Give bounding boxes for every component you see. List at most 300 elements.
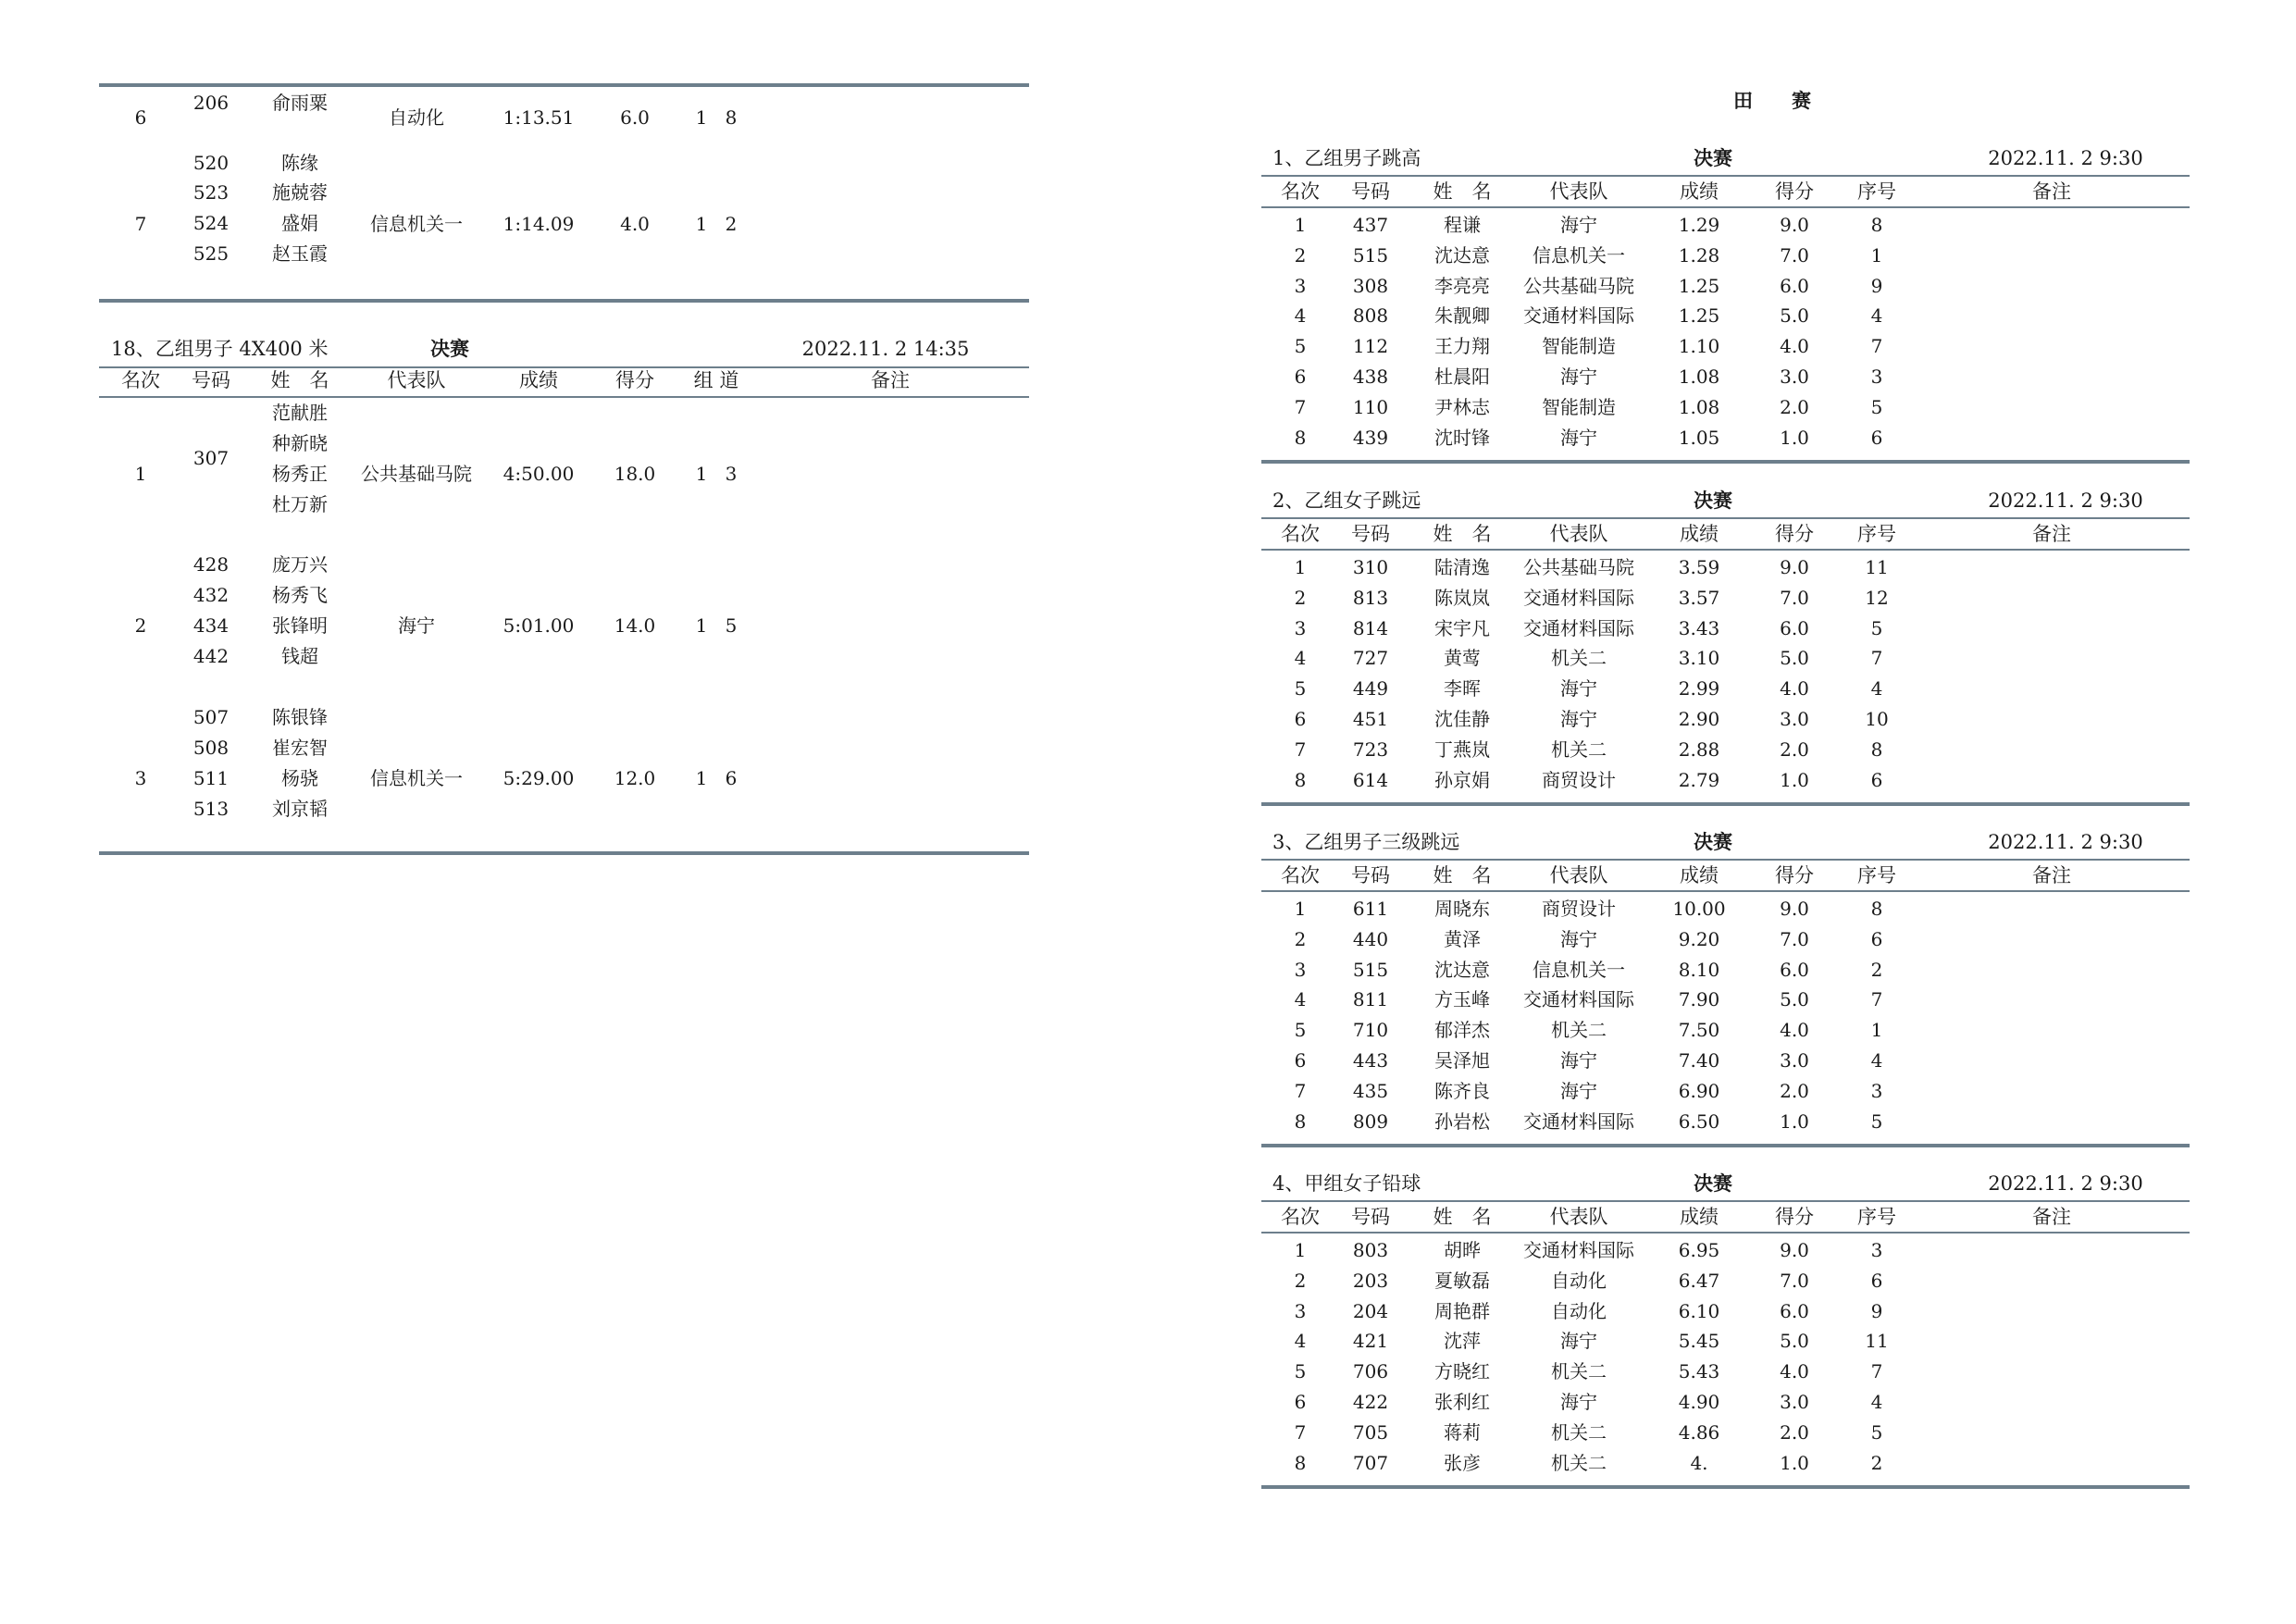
athlete-name: 杜万新 [272, 493, 328, 515]
column-header: 成绩 [1680, 1206, 1719, 1228]
group-cell: 1 [695, 767, 708, 789]
athlete-name: 孙岩松 [1434, 1110, 1490, 1133]
athlete-name: 种新晓 [272, 432, 328, 454]
team-cell: 海宁 [1560, 1049, 1597, 1072]
order-cell: 8 [1870, 738, 1883, 761]
score-cell: 2.0 [1780, 1420, 1809, 1444]
score-cell: 12.0 [614, 767, 656, 789]
athlete-name: 杜晨阳 [1434, 366, 1490, 388]
athlete-number: 112 [1352, 335, 1389, 358]
lane-cell: 2 [725, 213, 738, 235]
column-header: 名次 [121, 369, 160, 391]
team-cell: 信息机关一 [1533, 243, 1625, 267]
order-cell: 4 [1870, 304, 1883, 328]
score-cell: 1.0 [1780, 1451, 1809, 1474]
score-cell: 3.0 [1780, 1391, 1809, 1413]
rank-cell: 8 [1294, 768, 1307, 791]
athlete-name: 方玉峰 [1434, 988, 1490, 1011]
score-cell: 7.0 [1780, 927, 1809, 950]
order-cell: 7 [1870, 1360, 1883, 1383]
team-cell: 机关二 [1551, 1451, 1607, 1474]
result-cell: 1.08 [1678, 395, 1720, 418]
order-cell: 11 [1865, 556, 1889, 578]
result-cell: 9.20 [1678, 927, 1720, 950]
column-header: 代表队 [1549, 180, 1608, 203]
result-cell: 1:13.51 [503, 106, 575, 129]
score-cell: 2.0 [1780, 395, 1809, 418]
athlete-number: 814 [1352, 616, 1389, 639]
athlete-number: 442 [192, 645, 230, 667]
team-cell: 智能制造 [1542, 395, 1616, 418]
athlete-number: 515 [1352, 958, 1389, 981]
column-header: 得分 [1775, 523, 1814, 545]
order-cell: 3 [1870, 1079, 1883, 1102]
result-cell: 3.10 [1678, 647, 1720, 670]
athlete-name: 蒋莉 [1444, 1420, 1481, 1444]
athlete-name: 丁燕岚 [1434, 738, 1490, 761]
order-cell: 8 [1870, 898, 1883, 920]
score-cell: 5.0 [1780, 988, 1809, 1011]
score-cell: 9.0 [1780, 556, 1809, 578]
event-datetime: 2022.11. 2 9:30 [1988, 831, 2143, 853]
order-cell: 3 [1870, 1239, 1883, 1261]
rank-cell: 3 [1294, 274, 1307, 297]
score-cell: 3.0 [1780, 366, 1809, 388]
athlete-name: 李亮亮 [1434, 274, 1490, 297]
result-cell: 6.47 [1678, 1269, 1720, 1292]
rank-cell: 1 [1294, 1239, 1307, 1261]
header-rule-top [1261, 859, 2190, 861]
athlete-number: 434 [192, 614, 230, 637]
team-cell: 公共基础马院 [361, 463, 472, 485]
athlete-number: 813 [1352, 586, 1389, 609]
team-cell: 机关二 [1551, 738, 1607, 761]
rank-cell: 2 [1294, 1269, 1307, 1292]
athlete-name: 宋宇凡 [1434, 616, 1490, 639]
header-rule-bottom [1261, 1232, 2190, 1233]
score-cell: 2.0 [1780, 738, 1809, 761]
result-cell: 3.59 [1678, 556, 1720, 578]
team-cell: 交通材料国际 [1523, 616, 1634, 639]
athlete-number: 439 [1352, 426, 1389, 449]
rank-cell: 8 [1294, 426, 1307, 449]
athlete-number: 808 [1352, 304, 1389, 328]
score-cell: 4.0 [1780, 1019, 1809, 1042]
header-rule-top [99, 366, 1029, 368]
column-header: 备注 [871, 369, 910, 391]
athlete-number: 310 [1352, 556, 1389, 578]
order-cell: 5 [1870, 1420, 1883, 1444]
section-rule-top [99, 83, 1029, 87]
team-cell: 海宁 [398, 614, 435, 637]
order-cell: 4 [1870, 1391, 1883, 1413]
score-cell: 6.0 [620, 106, 650, 129]
rank-cell: 3 [1294, 958, 1307, 981]
order-cell: 6 [1870, 426, 1883, 449]
score-cell: 6.0 [1780, 274, 1809, 297]
section-rule-bottom [99, 851, 1029, 855]
column-header: 号码 [1351, 180, 1390, 203]
result-cell: 1.25 [1678, 304, 1720, 328]
rank-cell: 6 [1294, 1391, 1307, 1413]
athlete-number: 443 [1352, 1049, 1389, 1072]
column-header: 得分 [1775, 1206, 1814, 1228]
athlete-name: 沈时锋 [1434, 426, 1490, 449]
rank-cell: 7 [134, 213, 147, 235]
event-title: 18、乙组男子 4X400 米 [111, 338, 329, 360]
athlete-number: 508 [192, 737, 230, 759]
column-header: 姓 名 [1433, 864, 1492, 886]
column-header: 代表队 [387, 369, 446, 391]
column-header: 得分 [1775, 180, 1814, 203]
team-cell: 海宁 [1560, 927, 1597, 950]
column-header: 姓 名 [1433, 180, 1492, 203]
rank-cell: 2 [1294, 927, 1307, 950]
team-cell: 商贸设计 [1542, 898, 1616, 920]
athlete-name: 张锋明 [272, 614, 328, 637]
rank-cell: 5 [1294, 1360, 1307, 1383]
athlete-name: 施兢蓉 [272, 181, 328, 204]
score-cell: 3.0 [1780, 708, 1809, 730]
section-rule-bottom [1261, 1144, 2190, 1147]
team-cell: 海宁 [1560, 677, 1597, 700]
rank-cell: 7 [1294, 395, 1307, 418]
lane-cell: 3 [725, 463, 738, 485]
score-cell: 7.0 [1780, 243, 1809, 267]
score-cell: 6.0 [1780, 1299, 1809, 1322]
athlete-number: 421 [1352, 1330, 1389, 1353]
athlete-name: 陈齐良 [1434, 1079, 1490, 1102]
header-rule-top [1261, 1200, 2190, 1202]
result-cell: 7.40 [1678, 1049, 1720, 1072]
athlete-name: 李晖 [1444, 677, 1481, 700]
athlete-number: 507 [192, 706, 230, 728]
athlete-name: 周艳群 [1434, 1299, 1490, 1322]
result-cell: 3.43 [1678, 616, 1720, 639]
group-cell: 1 [695, 106, 708, 129]
team-cell: 智能制造 [1542, 335, 1616, 358]
column-header: 姓 名 [1433, 523, 1492, 545]
athlete-name: 刘京韬 [272, 798, 328, 820]
team-cell: 机关二 [1551, 1019, 1607, 1042]
athlete-number: 515 [1352, 243, 1389, 267]
athlete-number: 723 [1352, 738, 1389, 761]
athlete-number: 524 [192, 212, 230, 234]
order-cell: 4 [1870, 677, 1883, 700]
result-cell: 1.25 [1678, 274, 1720, 297]
athlete-name: 张利红 [1434, 1391, 1490, 1413]
order-cell: 12 [1865, 586, 1889, 609]
rank-cell: 2 [1294, 243, 1307, 267]
athlete-name: 陆清逸 [1434, 556, 1490, 578]
column-header: 得分 [615, 369, 654, 391]
team-cell: 自动化 [1551, 1269, 1607, 1292]
result-cell: 4. [1690, 1451, 1708, 1474]
athlete-name: 郁洋杰 [1434, 1019, 1490, 1042]
athlete-number: 438 [1352, 366, 1389, 388]
rank-cell: 5 [1294, 1019, 1307, 1042]
order-cell: 9 [1870, 1299, 1883, 1322]
header-rule-top [1261, 517, 2190, 519]
athlete-number: 523 [192, 181, 230, 204]
event-title: 3、乙组男子三级跳远 [1272, 831, 1460, 853]
athlete-name: 陈缘 [281, 152, 318, 174]
column-header: 代表队 [1549, 523, 1608, 545]
athlete-number: 307 [192, 447, 230, 469]
result-cell: 1.29 [1678, 214, 1720, 236]
section-title: 田 赛 [1733, 89, 1811, 112]
score-cell: 5.0 [1780, 647, 1809, 670]
team-cell: 海宁 [1560, 1391, 1597, 1413]
section-rule-bottom [1261, 1485, 2190, 1489]
athlete-number: 432 [192, 584, 230, 606]
score-cell: 9.0 [1780, 214, 1809, 236]
order-cell: 2 [1870, 958, 1883, 981]
rank-cell: 6 [1294, 708, 1307, 730]
score-cell: 4.0 [620, 213, 650, 235]
score-cell: 5.0 [1780, 304, 1809, 328]
event-round: 决赛 [1694, 1172, 1732, 1195]
result-cell: 6.10 [1678, 1299, 1720, 1322]
header-rule-bottom [99, 396, 1029, 398]
athlete-number: 513 [192, 798, 230, 820]
athlete-name: 沈佳静 [1434, 708, 1490, 730]
athlete-number: 110 [1352, 395, 1389, 418]
team-cell: 海宁 [1560, 214, 1597, 236]
athlete-name: 赵玉霞 [272, 242, 328, 265]
rank-cell: 6 [1294, 366, 1307, 388]
athlete-name: 庞万兴 [272, 553, 328, 576]
order-cell: 6 [1870, 768, 1883, 791]
rank-cell: 3 [1294, 616, 1307, 639]
event-datetime: 2022.11. 2 9:30 [1988, 147, 2143, 169]
score-cell: 3.0 [1780, 1049, 1809, 1072]
team-cell: 交通材料国际 [1523, 304, 1634, 328]
order-cell: 1 [1870, 1019, 1883, 1042]
column-header: 号码 [192, 369, 230, 391]
result-cell: 1:14.09 [503, 213, 575, 235]
athlete-number: 710 [1352, 1019, 1389, 1042]
header-rule-bottom [1261, 549, 2190, 551]
athlete-name: 黄泽 [1444, 927, 1481, 950]
column-header: 成绩 [519, 369, 558, 391]
event-datetime: 2022.11. 2 9:30 [1988, 1172, 2143, 1195]
column-header: 序号 [1857, 864, 1896, 886]
team-cell: 海宁 [1560, 426, 1597, 449]
athlete-name: 张彦 [1444, 1451, 1481, 1474]
event-title: 4、甲组女子铅球 [1272, 1172, 1421, 1195]
athlete-name: 夏敏磊 [1434, 1269, 1490, 1292]
column-header: 号码 [1351, 1206, 1390, 1228]
score-cell: 1.0 [1780, 426, 1809, 449]
athlete-name: 崔宏智 [272, 737, 328, 759]
order-cell: 9 [1870, 274, 1883, 297]
event-round: 决赛 [1694, 830, 1732, 853]
score-cell: 7.0 [1780, 1269, 1809, 1292]
rank-cell: 4 [1294, 647, 1307, 670]
column-header: 序号 [1857, 1206, 1896, 1228]
result-cell: 7.90 [1678, 988, 1720, 1011]
column-header: 号码 [1351, 864, 1390, 886]
rank-cell: 5 [1294, 677, 1307, 700]
result-cell: 1.08 [1678, 366, 1720, 388]
athlete-name: 王力翔 [1434, 335, 1490, 358]
rank-cell: 1 [1294, 556, 1307, 578]
athlete-number: 308 [1352, 274, 1389, 297]
result-cell: 6.95 [1678, 1239, 1720, 1261]
score-cell: 4.0 [1780, 677, 1809, 700]
result-cell: 4.90 [1678, 1391, 1720, 1413]
column-header: 名次 [1281, 180, 1320, 203]
order-cell: 1 [1870, 243, 1883, 267]
event-title: 2、乙组女子跳远 [1272, 490, 1421, 512]
result-cell: 5:01.00 [503, 614, 575, 637]
column-header: 名次 [1281, 864, 1320, 886]
result-cell: 2.90 [1678, 708, 1720, 730]
column-header: 成绩 [1680, 523, 1719, 545]
athlete-number: 440 [1352, 927, 1389, 950]
athlete-name: 胡晔 [1444, 1239, 1481, 1261]
header-rule-bottom [1261, 890, 2190, 892]
order-cell: 3 [1870, 366, 1883, 388]
result-cell: 6.90 [1678, 1079, 1720, 1102]
athlete-number: 611 [1352, 898, 1389, 920]
result-cell: 3.57 [1678, 586, 1720, 609]
athlete-number: 809 [1352, 1110, 1389, 1133]
result-cell: 2.79 [1678, 768, 1720, 791]
event-datetime: 2022.11. 2 14:35 [801, 338, 970, 360]
athlete-name: 周晓东 [1434, 898, 1490, 920]
column-header: 姓 名 [1433, 1206, 1492, 1228]
athlete-name: 杨骁 [281, 767, 318, 789]
group-cell: 1 [695, 614, 708, 637]
event-round: 决赛 [430, 337, 469, 360]
column-header: 序号 [1857, 523, 1896, 545]
team-cell: 信息机关一 [1533, 958, 1625, 981]
order-cell: 5 [1870, 395, 1883, 418]
rank-cell: 6 [134, 106, 147, 129]
event-round: 决赛 [1694, 146, 1732, 169]
group-cell: 1 [695, 463, 708, 485]
team-cell: 商贸设计 [1542, 768, 1616, 791]
header-rule-top [1261, 175, 2190, 177]
score-cell: 4.0 [1780, 1360, 1809, 1383]
score-cell: 7.0 [1780, 586, 1809, 609]
rank-cell: 7 [1294, 1420, 1307, 1444]
athlete-number: 706 [1352, 1360, 1389, 1383]
column-header: 备注 [2032, 180, 2071, 203]
athlete-number: 520 [192, 152, 230, 174]
athlete-number: 727 [1352, 647, 1389, 670]
team-cell: 海宁 [1560, 1330, 1597, 1353]
order-cell: 6 [1870, 927, 1883, 950]
athlete-name: 黄莺 [1444, 647, 1481, 670]
order-cell: 6 [1870, 1269, 1883, 1292]
team-cell: 机关二 [1551, 1360, 1607, 1383]
athlete-number: 511 [192, 767, 230, 789]
rank-cell: 8 [1294, 1451, 1307, 1474]
team-cell: 公共基础马院 [1523, 274, 1634, 297]
athlete-name: 盛娟 [281, 212, 318, 234]
column-header: 备注 [2032, 864, 2071, 886]
rank-cell: 3 [134, 767, 147, 789]
team-cell: 交通材料国际 [1523, 586, 1634, 609]
rank-cell: 7 [1294, 1079, 1307, 1102]
athlete-number: 422 [1352, 1391, 1389, 1413]
order-cell: 10 [1865, 708, 1889, 730]
athlete-name: 沈达意 [1434, 958, 1490, 981]
column-header: 备注 [2032, 1206, 2071, 1228]
athlete-name: 方晓红 [1434, 1360, 1490, 1383]
group-cell: 1 [695, 213, 708, 235]
team-cell: 交通材料国际 [1523, 1110, 1634, 1133]
result-cell: 5.45 [1678, 1330, 1720, 1353]
athlete-name: 杨秀飞 [272, 584, 328, 606]
team-cell: 海宁 [1560, 366, 1597, 388]
rank-cell: 1 [1294, 214, 1307, 236]
rank-cell: 7 [1294, 738, 1307, 761]
athlete-name: 范献胜 [272, 402, 328, 424]
score-cell: 6.0 [1780, 958, 1809, 981]
athlete-number: 206 [192, 92, 230, 114]
score-cell: 1.0 [1780, 1110, 1809, 1133]
team-cell: 机关二 [1551, 1420, 1607, 1444]
rank-cell: 8 [1294, 1110, 1307, 1133]
athlete-number: 614 [1352, 768, 1389, 791]
athlete-number: 449 [1352, 677, 1389, 700]
athlete-name: 钱超 [281, 645, 318, 667]
section-rule-bottom [99, 299, 1029, 303]
team-cell: 信息机关一 [370, 767, 463, 789]
athlete-number: 811 [1352, 988, 1389, 1011]
rank-cell: 4 [1294, 1330, 1307, 1353]
score-cell: 2.0 [1780, 1079, 1809, 1102]
order-cell: 2 [1870, 1451, 1883, 1474]
result-cell: 8.10 [1678, 958, 1720, 981]
result-cell: 4:50.00 [503, 463, 575, 485]
lane-cell: 5 [725, 614, 738, 637]
team-cell: 信息机关一 [370, 213, 463, 235]
athlete-number: 803 [1352, 1239, 1389, 1261]
athlete-name: 陈银锋 [272, 706, 328, 728]
order-cell: 5 [1870, 616, 1883, 639]
order-cell: 7 [1870, 647, 1883, 670]
score-cell: 4.0 [1780, 335, 1809, 358]
result-cell: 7.50 [1678, 1019, 1720, 1042]
result-cell: 6.50 [1678, 1110, 1720, 1133]
column-header: 名次 [1281, 523, 1320, 545]
athlete-name: 吴泽旭 [1434, 1049, 1490, 1072]
team-cell: 公共基础马院 [1523, 556, 1634, 578]
rank-cell: 5 [1294, 335, 1307, 358]
result-cell: 1.28 [1678, 243, 1720, 267]
athlete-number: 203 [1352, 1269, 1389, 1292]
athlete-number: 451 [1352, 708, 1389, 730]
score-cell: 6.0 [1780, 616, 1809, 639]
column-header: 备注 [2032, 523, 2071, 545]
column-header: 序号 [1857, 180, 1896, 203]
team-cell: 机关二 [1551, 647, 1607, 670]
result-cell: 1.10 [1678, 335, 1720, 358]
score-cell: 9.0 [1780, 1239, 1809, 1261]
column-header: 组 道 [693, 369, 739, 391]
column-header: 姓 名 [270, 369, 329, 391]
result-cell: 10.00 [1672, 898, 1726, 920]
athlete-number: 437 [1352, 214, 1389, 236]
athlete-name: 俞雨粟 [272, 92, 328, 114]
athlete-name: 尹林志 [1434, 395, 1490, 418]
column-header: 成绩 [1680, 864, 1719, 886]
